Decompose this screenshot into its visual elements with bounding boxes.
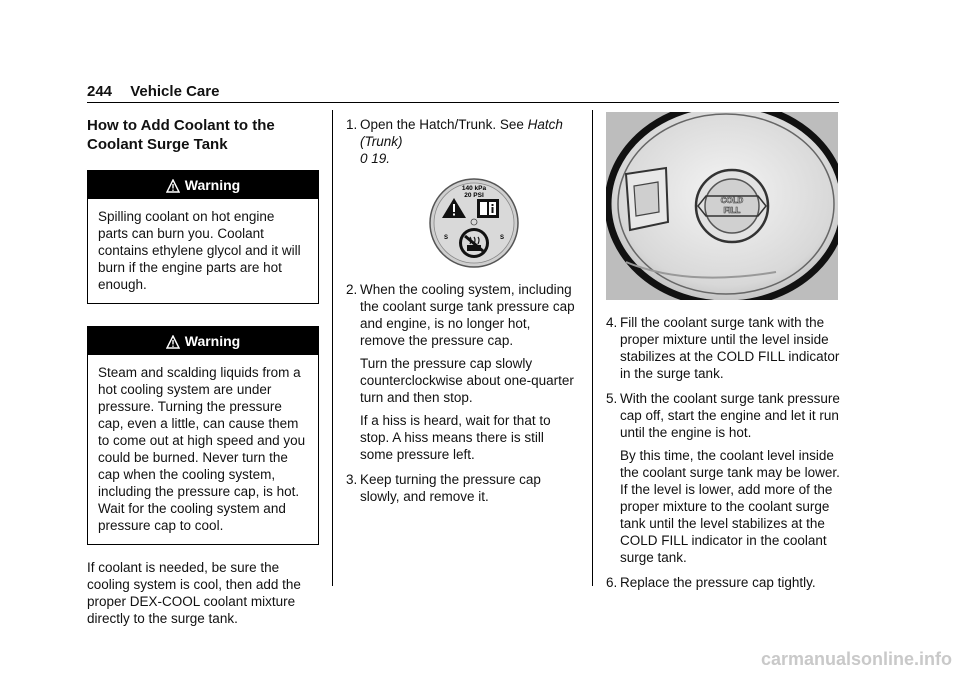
warning-header xyxy=(88,327,318,355)
left-column xyxy=(87,116,319,633)
step-text: Fill the coolant surge tank with the proper mixture until the level inside stabilizes at the COLD FILL indicator in the surge tank. xyxy=(620,315,840,381)
step-number: 4. xyxy=(606,315,618,330)
warning-text: Steam and scalding liquids from a hot cooling system are under pressure. Turning the pressure cap, even a little, can cause them to come out at high speed and you could be burned. Never turn the cap when the cooling system, including the pressure cap, is hot. Wait for the cooling system and pressure cap to cool. xyxy=(98,365,306,533)
cross-reference-link[interactable]: Hatch (Trunk) xyxy=(360,117,563,149)
page-reference[interactable]: 0 19. xyxy=(360,151,391,166)
middle-column xyxy=(346,116,578,513)
column-divider-1 xyxy=(332,110,333,586)
step-number: 6. xyxy=(606,575,618,590)
step-paragraph: By this time, the coolant level inside the coolant surge tank may be lower. If the level is lower, add more of the proper mixture to the coolant surge tank until the level stabilizes at the COLD FILL indicator in the coolant surge tank. xyxy=(620,448,840,565)
warning-header xyxy=(88,171,318,199)
step-text: Keep turning the pressure cap slowly, and remove it. xyxy=(360,472,541,504)
section-title: Vehicle Care xyxy=(130,83,220,100)
step-6 xyxy=(606,574,840,591)
cap-label-kpa: 140 kPa xyxy=(461,185,487,192)
cold-fill-label: COLD xyxy=(720,196,744,205)
step-number: 5. xyxy=(606,391,618,406)
step-3 xyxy=(346,471,578,505)
step-text: When the cooling system, including the coolant surge tank pressure cap and engine, is no longer hot, remove the pressure cap. xyxy=(360,282,575,348)
cap-label-psi: 20 PSI xyxy=(464,192,484,199)
header-rule xyxy=(87,102,839,103)
warning-label: Warning xyxy=(184,177,241,193)
warning-box-1 xyxy=(87,170,319,304)
warning-text: Spilling coolant on hot engine parts can burn you. Coolant contains ethylene glycol and it will burn if the engine parts are hot enough. xyxy=(98,209,301,292)
step-5 xyxy=(606,390,840,566)
step-1 xyxy=(346,116,578,167)
no-hot-open-icon xyxy=(459,228,489,258)
warning-icon xyxy=(166,335,180,349)
body-paragraph: If coolant is needed, be sure the cooling system is cool, then add the proper DEX-COOL coolant mixture directly to the surge tank. xyxy=(87,560,301,626)
manual-book-icon xyxy=(477,199,499,218)
page-header xyxy=(87,83,219,100)
watermark: carmanualsonline.info xyxy=(760,649,952,669)
cap-mark-right: S xyxy=(500,235,505,241)
step-paragraph: Turn the pressure cap slowly counterclockwise about one-quarter turn and then stop. xyxy=(360,356,574,405)
cap-mark-left: S xyxy=(444,235,449,241)
coolant-tank-photo xyxy=(606,112,838,300)
step-number: 3. xyxy=(346,472,358,487)
step-text: With the coolant surge tank pressure cap off, start the engine and let it run until the engine is hot. xyxy=(620,391,840,440)
step-text: Replace the pressure cap tightly. xyxy=(620,575,816,590)
step-paragraph: If a hiss is heard, wait for that to stop. A hiss means there is still some pressure left. xyxy=(360,413,551,462)
warning-box-2 xyxy=(87,326,319,545)
column-divider-2 xyxy=(592,110,593,586)
step-number: 1. xyxy=(346,117,358,132)
cold-fill-label: FILL xyxy=(723,206,741,215)
right-column xyxy=(606,112,840,599)
step-4 xyxy=(606,314,840,382)
warning-label: Warning xyxy=(184,333,241,349)
section-heading: How to Add Coolant to the Coolant Surge Tank xyxy=(87,117,275,153)
page-number: 244 xyxy=(87,83,113,100)
pressure-cap-illustration xyxy=(428,177,520,269)
step-text: Open the Hatch/Trunk. See xyxy=(360,117,528,132)
warning-icon xyxy=(166,179,180,193)
step-2 xyxy=(346,281,578,463)
step-number: 2. xyxy=(346,282,358,297)
